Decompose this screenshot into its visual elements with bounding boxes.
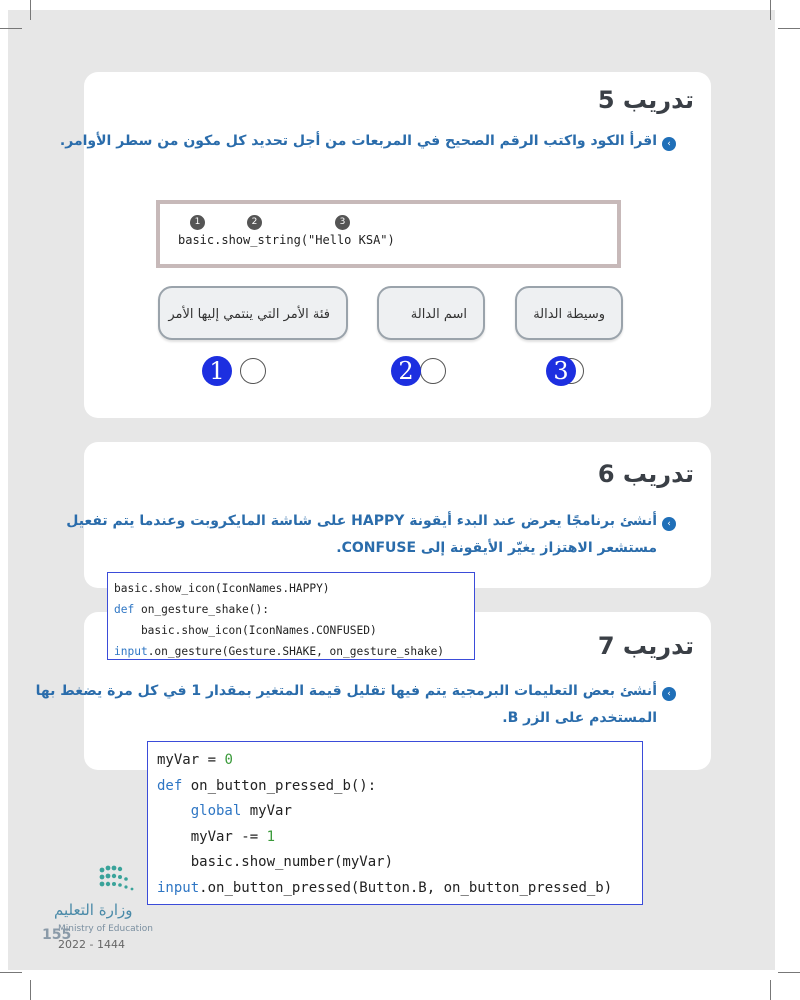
year-label: 2022 - 1444 <box>58 938 125 951</box>
crop-mark <box>770 980 771 1000</box>
crop-mark <box>30 980 31 1000</box>
exercise-5-instruction: اقرأ الكود واكتب الرقم الصحيح في المربعات من أجل تحديد كل مكون من سطر الأوامر. <box>59 133 657 149</box>
exercise-6-instruction: أنشئ برنامجًا يعرض عند البدء أيقونة HAPPY على شاشة المايكروبت وعندما يتم تفعيل مستشعر الاهتزاز يغيّر الأيقونة إلى CONFUSE. <box>66 513 657 556</box>
option-function-name: اسم الدالة <box>377 286 485 340</box>
chevron-left-icon: ‹ <box>662 687 676 701</box>
exercise-5-title: تدريب 5 <box>597 86 694 114</box>
answer-2: 2 <box>391 356 421 386</box>
marker-1: 1 <box>190 215 205 230</box>
exercise-6-code: basic.show_icon(IconNames.HAPPY) def on_gesture_shake(): basic.show_icon(IconNames.CONFUSED) input.on_gesture(Gesture.SHAKE, on_gesture_shake) <box>107 572 475 660</box>
ministry-name-english: Ministry of Education <box>58 924 153 934</box>
answer-box-1[interactable] <box>240 358 266 384</box>
option-function-argument: وسيطة الدالة <box>515 286 623 340</box>
exercise-7-instruction: أنشئ بعض التعليمات البرمجية يتم فيها تقليل قيمة المتغير بمقدار 1 في كل مرة يضغط بها المستخدم على الزر B. <box>35 683 657 726</box>
crop-mark <box>0 28 22 29</box>
exercise-6-title: تدريب 6 <box>597 460 694 488</box>
chevron-left-icon: ‹ <box>662 137 676 151</box>
ministry-name-arabic: وزارة التعليم <box>54 901 133 919</box>
crop-mark <box>30 0 31 20</box>
crop-mark <box>778 972 800 973</box>
exercise-7-title: تدريب 7 <box>597 632 694 660</box>
option-command-category: فئة الأمر التي ينتمي إليها الأمر <box>158 286 348 340</box>
crop-mark <box>770 0 771 20</box>
marker-2: 2 <box>247 215 262 230</box>
ministry-logo-icon <box>96 862 146 898</box>
answer-box-2[interactable] <box>420 358 446 384</box>
answer-1: 1 <box>202 356 232 386</box>
code-line: basic.show_string("Hello KSA") <box>178 233 395 247</box>
marker-3: 3 <box>335 215 350 230</box>
crop-mark <box>778 28 800 29</box>
exercise-7-code: myVar = 0 def on_button_pressed_b(): global myVar myVar -= 1 basic.show_number(myVar) input.on_button_pressed(Button.B, on_button_pressed_b) <box>147 741 643 905</box>
answer-3: 3 <box>546 356 576 386</box>
chevron-left-icon: ‹ <box>662 517 676 531</box>
page-number: 155 <box>42 927 72 943</box>
crop-mark <box>0 972 22 973</box>
